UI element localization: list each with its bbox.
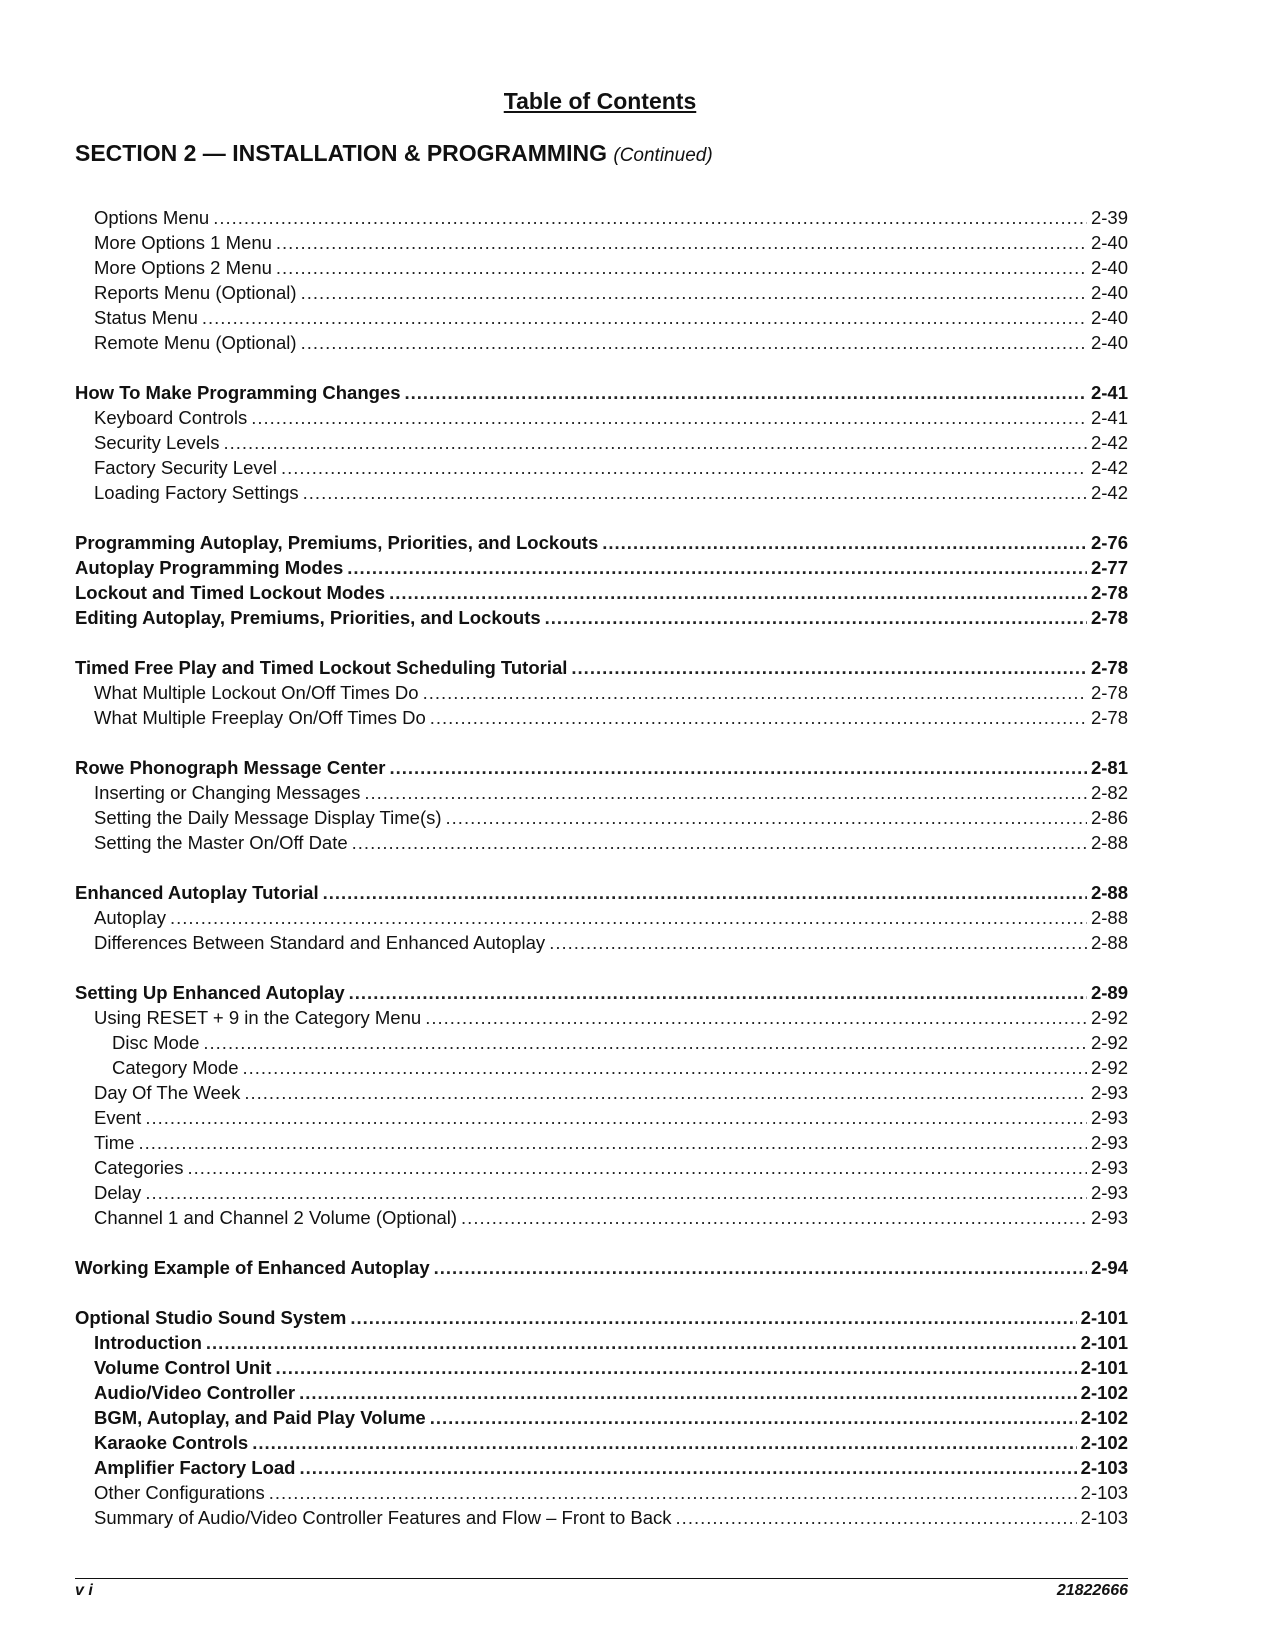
toc-entry-page: 2-103	[1080, 1457, 1128, 1478]
toc-entry[interactable]	[75, 230, 1128, 255]
toc-entry[interactable]	[75, 455, 1128, 480]
dot-leader	[281, 455, 1087, 480]
toc-entry[interactable]	[75, 980, 1128, 1005]
toc-entry[interactable]	[75, 555, 1128, 580]
dot-leader	[203, 1030, 1087, 1055]
dot-leader	[389, 755, 1087, 780]
dot-leader	[423, 680, 1087, 705]
dot-leader	[389, 580, 1087, 605]
toc-group	[75, 880, 1128, 955]
toc-entry-page: 2-78	[1090, 582, 1128, 603]
toc-entry[interactable]	[75, 605, 1128, 630]
dot-leader	[206, 1330, 1077, 1355]
toc-entry-page: 2-93	[1090, 1207, 1128, 1228]
toc-entry[interactable]	[75, 1455, 1128, 1480]
toc-entry-page: 2-42	[1090, 432, 1128, 453]
toc-entry[interactable]	[75, 255, 1128, 280]
toc-entry[interactable]	[75, 1055, 1128, 1080]
toc-entry-label: Time	[94, 1132, 135, 1153]
toc-entry-label: Channel 1 and Channel 2 Volume (Optional)	[94, 1207, 458, 1228]
toc-group	[75, 205, 1128, 355]
dot-leader	[602, 530, 1087, 555]
dot-leader	[269, 1480, 1077, 1505]
toc-entry[interactable]	[75, 480, 1128, 505]
dot-leader	[276, 255, 1087, 280]
toc-entry-page: 2-82	[1090, 782, 1128, 803]
toc-entry[interactable]	[75, 1480, 1128, 1505]
toc-entry-page: 2-88	[1090, 932, 1128, 953]
dot-leader	[676, 1505, 1077, 1530]
toc-entry-page: 2-93	[1090, 1107, 1128, 1128]
dot-leader	[303, 480, 1087, 505]
toc-entry-label: Event	[94, 1107, 142, 1128]
toc-entry-label: Autoplay Programming Modes	[75, 557, 344, 578]
toc-entry-label: Disc Mode	[112, 1032, 200, 1053]
dot-leader	[251, 405, 1087, 430]
toc-entry-page: 2-89	[1090, 982, 1128, 1003]
dot-leader	[425, 1005, 1087, 1030]
toc-entry[interactable]	[75, 205, 1128, 230]
toc-group	[75, 980, 1128, 1230]
toc-entry-label: What Multiple Lockout On/Off Times Do	[94, 682, 419, 703]
toc-group	[75, 1255, 1128, 1280]
toc-entry-page: 2-78	[1090, 707, 1128, 728]
dot-leader	[350, 1305, 1076, 1330]
toc-entry-page: 2-39	[1090, 207, 1128, 228]
toc-entry[interactable]	[75, 780, 1128, 805]
dot-leader	[138, 1130, 1087, 1155]
toc-entry[interactable]	[75, 805, 1128, 830]
toc-entry-label: Working Example of Enhanced Autoplay	[75, 1257, 430, 1278]
toc-list	[75, 205, 1128, 1555]
toc-entry[interactable]	[75, 1130, 1128, 1155]
toc-entry-label: Day Of The Week	[94, 1082, 241, 1103]
toc-entry[interactable]	[75, 530, 1128, 555]
toc-entry-label: What Multiple Freeplay On/Off Times Do	[94, 707, 426, 728]
toc-entry[interactable]	[75, 1305, 1128, 1330]
dot-leader	[405, 380, 1087, 405]
toc-entry-page: 2-40	[1090, 232, 1128, 253]
toc-entry-label: Categories	[94, 1157, 184, 1178]
toc-entry-page: 2-88	[1090, 907, 1128, 928]
toc-entry-label: Inserting or Changing Messages	[94, 782, 361, 803]
toc-group	[75, 530, 1128, 630]
toc-entry-page: 2-88	[1090, 882, 1128, 903]
toc-entry-page: 2-103	[1080, 1507, 1128, 1528]
toc-entry-label: Loading Factory Settings	[94, 482, 299, 503]
toc-entry-label: Lockout and Timed Lockout Modes	[75, 582, 386, 603]
toc-entry[interactable]	[75, 830, 1128, 855]
toc-entry-label: Autoplay	[94, 907, 166, 928]
toc-entry-page: 2-101	[1080, 1307, 1128, 1328]
toc-entry-label: Category Mode	[112, 1057, 239, 1078]
toc-entry-label: Using RESET + 9 in the Category Menu	[94, 1007, 422, 1028]
toc-entry-label: Remote Menu (Optional)	[94, 332, 297, 353]
toc-entry[interactable]	[75, 430, 1128, 455]
toc-entry-page: 2-41	[1090, 382, 1128, 403]
dot-leader	[461, 1205, 1087, 1230]
footer-rule	[75, 1578, 1128, 1579]
dot-leader	[347, 555, 1087, 580]
toc-entry-label: Amplifier Factory Load	[94, 1457, 296, 1478]
toc-entry[interactable]	[75, 1180, 1128, 1205]
dot-leader	[349, 980, 1087, 1005]
toc-entry-label: Security Levels	[94, 432, 220, 453]
toc-entry[interactable]	[75, 280, 1128, 305]
toc-entry[interactable]	[75, 1430, 1128, 1455]
toc-entry-page: 2-40	[1090, 307, 1128, 328]
dot-leader	[299, 1455, 1076, 1480]
toc-entry-label: Audio/Video Controller	[94, 1382, 296, 1403]
toc-entry-page: 2-102	[1080, 1407, 1128, 1428]
toc-entry-label: Summary of Audio/Video Controller Features and Flow – Front to Back	[94, 1507, 672, 1528]
toc-entry[interactable]	[75, 305, 1128, 330]
toc-entry-page: 2-78	[1090, 682, 1128, 703]
toc-entry-label: Keyboard Controls	[94, 407, 248, 428]
dot-leader	[352, 830, 1087, 855]
toc-entry-page: 2-92	[1090, 1057, 1128, 1078]
toc-entry[interactable]	[75, 880, 1128, 905]
toc-entry-label: More Options 1 Menu	[94, 232, 272, 253]
toc-entry[interactable]	[75, 1030, 1128, 1055]
dot-leader	[223, 430, 1087, 455]
toc-entry-label: Reports Menu (Optional)	[94, 282, 297, 303]
dot-leader	[301, 280, 1087, 305]
toc-entry[interactable]	[75, 1155, 1128, 1180]
dot-leader	[301, 330, 1087, 355]
toc-entry-label: Status Menu	[94, 307, 198, 328]
toc-entry[interactable]	[75, 380, 1128, 405]
dot-leader	[323, 880, 1087, 905]
toc-entry-label: Introduction	[94, 1332, 202, 1353]
dot-leader	[299, 1380, 1077, 1405]
footer-doc-number: 21822666	[1056, 1582, 1128, 1599]
dot-leader	[145, 1105, 1087, 1130]
dot-leader	[446, 805, 1087, 830]
dot-leader	[571, 655, 1087, 680]
toc-entry-page: 2-92	[1090, 1007, 1128, 1028]
toc-entry-page: 2-78	[1090, 607, 1128, 628]
toc-group	[75, 755, 1128, 855]
toc-entry-label: Options Menu	[94, 207, 210, 228]
dot-leader	[430, 1405, 1077, 1430]
toc-entry-page: 2-101	[1080, 1357, 1128, 1378]
dot-leader	[145, 1180, 1087, 1205]
toc-entry[interactable]	[75, 1405, 1128, 1430]
toc-entry-page: 2-40	[1090, 257, 1128, 278]
toc-entry-page: 2-93	[1090, 1157, 1128, 1178]
toc-entry[interactable]	[75, 1380, 1128, 1405]
toc-entry-page: 2-76	[1090, 532, 1128, 553]
toc-entry-page: 2-86	[1090, 807, 1128, 828]
toc-entry-page: 2-42	[1090, 482, 1128, 503]
toc-entry[interactable]	[75, 930, 1128, 955]
toc-entry-page: 2-92	[1090, 1032, 1128, 1053]
toc-entry-label: Setting the Daily Message Display Time(s)	[94, 807, 442, 828]
toc-entry-label: Programming Autoplay, Premiums, Priorities, and Lockouts	[75, 532, 599, 553]
footer-page-number: v i	[75, 1582, 93, 1599]
toc-entry-page: 2-78	[1090, 657, 1128, 678]
toc-entry-label: Enhanced Autoplay Tutorial	[75, 882, 319, 903]
toc-entry[interactable]	[75, 405, 1128, 430]
toc-entry-page: 2-42	[1090, 457, 1128, 478]
toc-entry-label: BGM, Autoplay, and Paid Play Volume	[94, 1407, 426, 1428]
toc-entry-page: 2-41	[1090, 407, 1128, 428]
toc-group	[75, 655, 1128, 730]
dot-leader	[364, 780, 1087, 805]
toc-entry-label: How To Make Programming Changes	[75, 382, 401, 403]
toc-entry-page: 2-102	[1080, 1432, 1128, 1453]
toc-entry-label: More Options 2 Menu	[94, 257, 272, 278]
toc-entry-page: 2-93	[1090, 1082, 1128, 1103]
toc-entry-page: 2-40	[1090, 282, 1128, 303]
section-continued-label: (Continued)	[613, 145, 713, 166]
toc-entry-page: 2-88	[1090, 832, 1128, 853]
dot-leader	[170, 905, 1087, 930]
toc-group	[75, 380, 1128, 505]
toc-entry-label: Delay	[94, 1182, 142, 1203]
toc-entry-page: 2-81	[1090, 757, 1128, 778]
dot-leader	[276, 230, 1087, 255]
toc-entry[interactable]	[75, 1005, 1128, 1030]
dot-leader	[275, 1355, 1076, 1380]
dot-leader	[202, 305, 1087, 330]
toc-entry[interactable]	[75, 755, 1128, 780]
dot-leader	[430, 705, 1087, 730]
toc-entry-label: Timed Free Play and Timed Lockout Scheduling Tutorial	[75, 657, 568, 678]
dot-leader	[242, 1055, 1086, 1080]
toc-entry-label: Karaoke Controls	[94, 1432, 249, 1453]
toc-entry-label: Volume Control Unit	[94, 1357, 272, 1378]
dot-leader	[549, 930, 1087, 955]
toc-entry-label: Optional Studio Sound System	[75, 1307, 347, 1328]
toc-entry-label: Rowe Phonograph Message Center	[75, 757, 386, 778]
toc-entry-page: 2-102	[1080, 1382, 1128, 1403]
toc-entry-label: Other Configurations	[94, 1482, 265, 1503]
toc-entry[interactable]	[75, 905, 1128, 930]
toc-entry[interactable]	[75, 1330, 1128, 1355]
dot-leader	[545, 605, 1087, 630]
toc-entry-page: 2-94	[1090, 1257, 1128, 1278]
toc-entry[interactable]	[75, 655, 1128, 680]
dot-leader	[434, 1255, 1087, 1280]
toc-entry[interactable]	[75, 705, 1128, 730]
dot-leader	[244, 1080, 1087, 1105]
section-heading-text: SECTION 2 — INSTALLATION & PROGRAMMING	[75, 140, 607, 166]
toc-entry-page: 2-93	[1090, 1132, 1128, 1153]
toc-entry-page: 2-77	[1090, 557, 1128, 578]
toc-entry[interactable]	[75, 330, 1128, 355]
toc-entry[interactable]	[75, 580, 1128, 605]
toc-entry[interactable]	[75, 1355, 1128, 1380]
toc-entry[interactable]	[75, 680, 1128, 705]
toc-entry-label: Editing Autoplay, Premiums, Priorities, and Lockouts	[75, 607, 541, 628]
page-title: Table of Contents	[503, 88, 697, 114]
toc-entry[interactable]	[75, 1255, 1128, 1280]
toc-entry[interactable]	[75, 1205, 1128, 1230]
toc-entry-label: Setting the Master On/Off Date	[94, 832, 348, 853]
section-heading	[75, 140, 713, 167]
toc-group	[75, 1305, 1128, 1530]
toc-entry[interactable]	[75, 1505, 1128, 1530]
toc-entry[interactable]	[75, 1105, 1128, 1130]
dot-leader	[187, 1155, 1087, 1180]
dot-leader	[213, 205, 1087, 230]
toc-entry-label: Factory Security Level	[94, 457, 278, 478]
dot-leader	[252, 1430, 1076, 1455]
toc-entry-page: 2-103	[1080, 1482, 1128, 1503]
toc-entry-label: Differences Between Standard and Enhanced Autoplay	[94, 932, 546, 953]
toc-entry-page: 2-101	[1080, 1332, 1128, 1353]
toc-entry[interactable]	[75, 1080, 1128, 1105]
toc-entry-page: 2-93	[1090, 1182, 1128, 1203]
toc-entry-page: 2-40	[1090, 332, 1128, 353]
toc-entry-label: Setting Up Enhanced Autoplay	[75, 982, 345, 1003]
